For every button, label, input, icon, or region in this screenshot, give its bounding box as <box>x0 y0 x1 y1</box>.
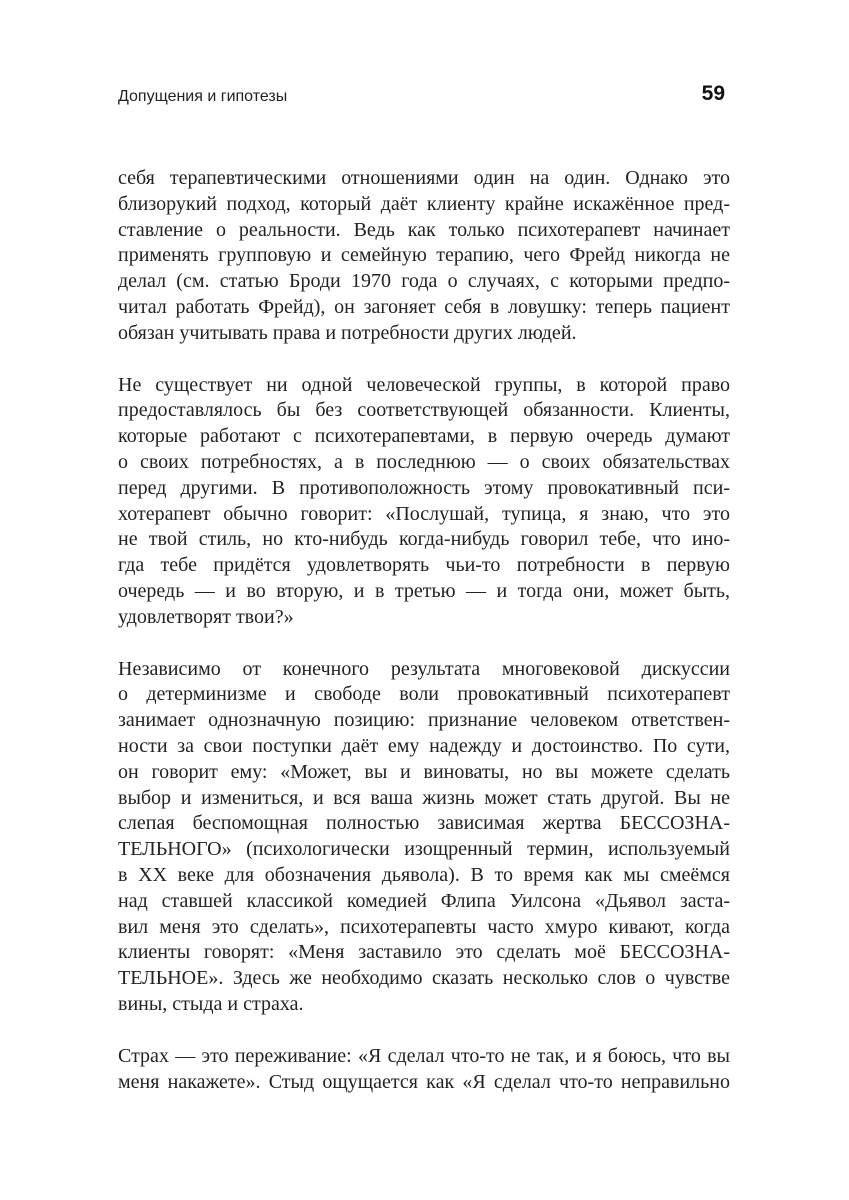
text-line: меня накажете». Стыд ощущается как «Я сделал что-то неправильно <box>118 1070 730 1093</box>
running-title: Допущения и гипотезы <box>118 88 288 105</box>
body-text <box>118 166 730 1121</box>
text-line: он говорит ему: «Может, вы и виноваты, но вы можете сделать <box>118 760 730 783</box>
text-line: вины, стыда и страха. <box>118 992 304 1015</box>
text-line: применять групповую и семейную терапию, чего Фрейд никогда не <box>118 244 730 267</box>
text-line: Страх — это переживание: «Я сделал что-то не так, и я боюсь, что вы <box>118 1044 730 1067</box>
text-line: себя терапевтическими отношениями один на один. Однако это <box>118 167 730 189</box>
text-line: предоставлялось бы без соответствующей обязанности. Клиенты, <box>118 399 730 422</box>
text-line: клиенты говорят: «Меня заставило это сделать моё БЕССОЗНА- <box>118 941 730 964</box>
text-line: Не существует ни одной человеческой группы, в которой право <box>118 373 730 396</box>
text-line: вил меня это сделать», психотерапевты часто хмуро кивают, когда <box>118 915 730 938</box>
text-line: близорукий подход, который даёт клиенту крайне искажённое пред- <box>118 192 730 215</box>
text-line: выбор и измениться, и вся ваша жизнь может стать другой. Вы не <box>118 786 730 809</box>
page-header <box>118 80 725 114</box>
text-line: очередь — и во вторую, и в третью — и тогда они, может быть, <box>118 579 730 602</box>
text-line: над ставшей классикой комедией Флипа Уилсона «Дьявол заста- <box>118 889 730 912</box>
page-number: 59 <box>701 82 725 105</box>
text-line: хотерапевт обычно говорит: «Послушай, тупица, я знаю, что это <box>118 502 730 525</box>
text-line: о детерминизме и свободе воли провокативный психотерапевт <box>118 683 730 706</box>
text-line: в XX веке для обозначения дьявола). В то время как мы смеёмся <box>118 863 730 886</box>
paragraph-1 <box>118 166 730 347</box>
text-line: слепая беспомощная полностью зависимая жертва БЕССОЗНА- <box>118 812 730 835</box>
text-line: удовлетворят твои?» <box>118 605 294 628</box>
text-line: обязан учитывать права и потребности других людей. <box>118 321 577 344</box>
text-line: ности за свои поступки даёт ему надежду и достоинство. По сути, <box>118 734 730 757</box>
text-line: читал работать Фрейд), он загоняет себя в ловушку: теперь пациент <box>118 295 730 318</box>
text-line: гда тебе придётся удовлетворять чьи-то потребности в первую <box>118 554 730 577</box>
text-line: о своих потребностях, а в последнюю — о своих обязательствах <box>118 450 730 473</box>
text-line: Независимо от конечного результата многовековой дискуссии <box>118 657 730 680</box>
text-line: перед другими. В противоположность этому провокативный пси- <box>118 476 730 499</box>
paragraph-2 <box>118 373 730 631</box>
text-line: делал (см. статью Броди 1970 года о случаях, с которыми предпо- <box>118 270 730 293</box>
paragraph-3 <box>118 657 730 1018</box>
text-line: ставление о реальности. Ведь как только психотерапевт начинает <box>118 218 730 241</box>
text-line: которые работают с психотерапевтами, в первую очередь думают <box>118 425 730 448</box>
text-line: ТЕЛЬНОГО» (психологически изощренный термин, используемый <box>118 838 730 861</box>
text-line: не твой стиль, но кто-нибудь когда-нибудь говорил тебе, что ино- <box>118 528 730 551</box>
paragraph-4 <box>118 1044 730 1096</box>
text-line: ТЕЛЬНОЕ». Здесь же необходимо сказать несколько слов о чувстве <box>118 967 730 990</box>
text-line: занимает однозначную позицию: признание человеком ответствен- <box>118 709 730 732</box>
